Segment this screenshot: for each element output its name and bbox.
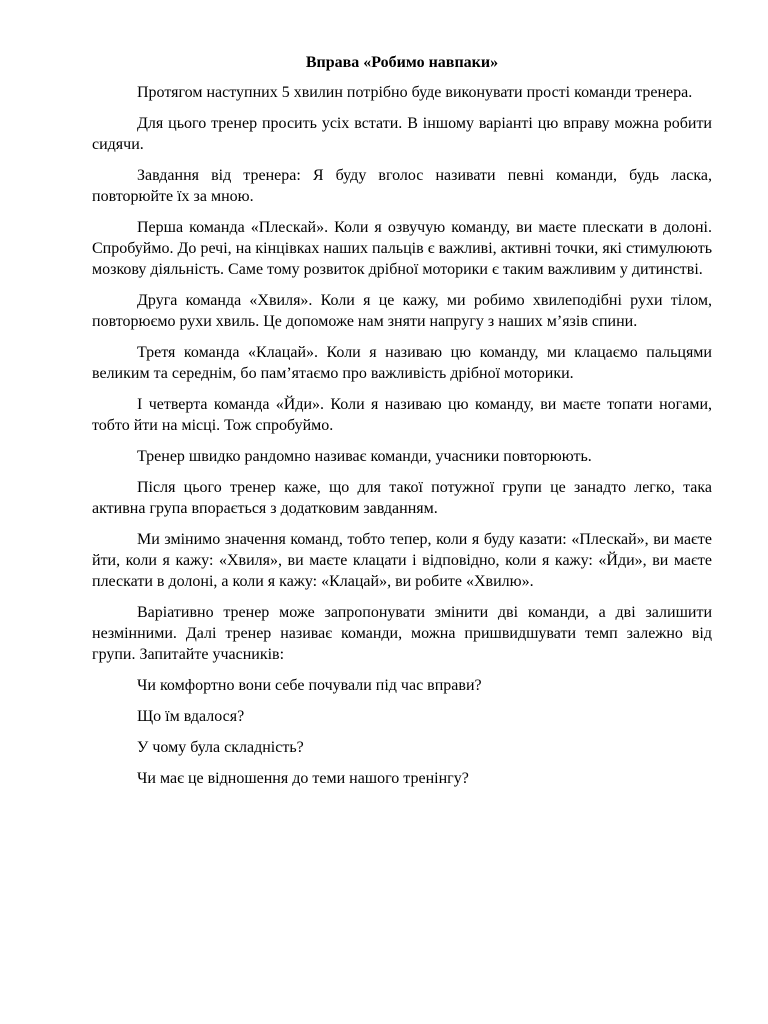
paragraph-intro: Протягом наступних 5 хвилин потрібно буде виконувати прості команди тренера. [137, 84, 693, 101]
paragraph-task: Завдання від тренера: Я буду вголос називати певні команди, будь ласка, повторюйте їх за мною. [92, 167, 712, 205]
paragraph-command-wave: Друга команда «Хвиля». Коли я це кажу, ми робимо хвилеподібні рухи тілом, повторюємо рухи хвиль. Це допоможе нам зняти напругу з наших м’язів спини. [92, 292, 712, 330]
document-title: Вправа «Робимо навпаки» [305, 54, 499, 71]
paragraph-harder-task: Після цього тренер каже, що для такої потужної групи це занадто легко, така активна група впорається з додатковим завданням. [92, 479, 712, 517]
question-relevance: Чи має це відношення до теми нашого тренінгу? [137, 770, 469, 787]
paragraph-random-commands: Тренер швидко рандомно називає команди, учасники повторюють. [137, 448, 592, 465]
paragraph-standing: Для цього тренер просить усіх встати. В іншому варіанті цю вправу можна робити сидячи. [92, 115, 712, 153]
paragraph-command-clap: Перша команда «Плескай». Коли я озвучую команду, ви маєте плескати в долоні. Спробуймо. До речі, на кінцівках наших пальців є важливі, активні точки, які стимулюють мозкову діяльність. Саме тому розвиток дрібної моторики є таким важливим у дитинстві. [92, 219, 712, 278]
paragraph-variation: Варіативно тренер може запропонувати змінити дві команди, а дві залишити незмінними. Далі тренер називає команди, можна пришвидшувати темп залежно від групи. Запитайте учасників: [92, 604, 712, 663]
question-difficulty: У чому була складність? [137, 739, 304, 756]
paragraph-command-walk: І четверта команда «Йди». Коли я називаю цю команду, ви маєте топати ногами, тобто йти на місці. Тож спробуймо. [92, 396, 712, 434]
question-comfort: Чи комфортно вони себе почували під час вправи? [137, 677, 482, 694]
question-success: Що їм вдалося? [137, 708, 245, 725]
paragraph-command-snap: Третя команда «Клацай». Коли я називаю цю команду, ми клацаємо пальцями великим та середнім, бо пам’ятаємо про важливість дрібної моторики. [92, 344, 712, 382]
document-page [92, 52, 712, 799]
paragraph-changed-meanings: Ми змінимо значення команд, тобто тепер, коли я буду казати: «Плескай», ви маєте йти, коли я кажу: «Хвиля», ви маєте клацати і відповідно, коли я кажу: «Йди», ви маєте плескати в долоні, а коли я кажу: «Клацай», ви робите «Хвилю». [92, 531, 712, 590]
